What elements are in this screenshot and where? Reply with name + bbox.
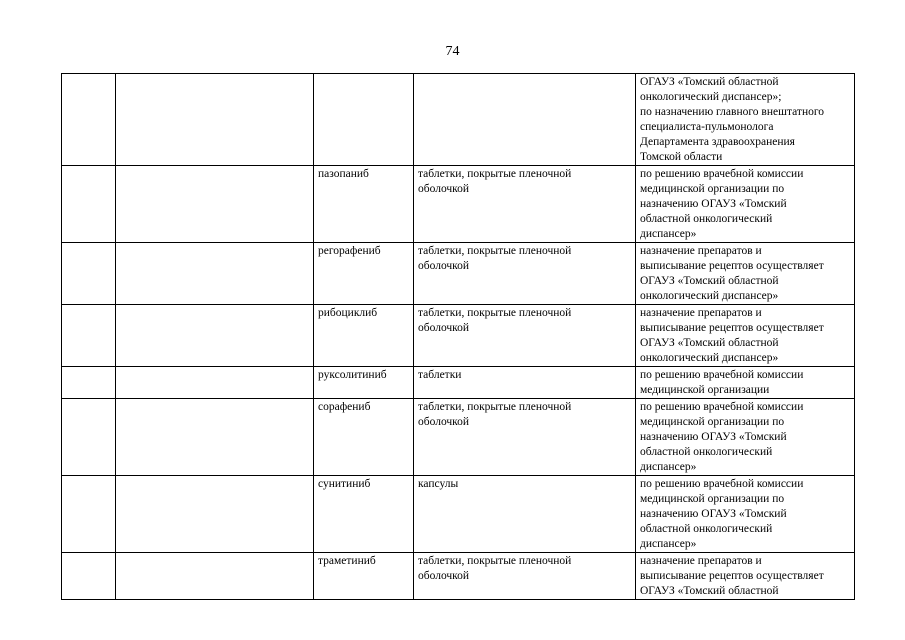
table-row (62, 476, 855, 553)
table-row (62, 367, 855, 399)
prescription-note-cell: по решению врачебной комиссии медицинской организации по назначению ОГАУЗ «Томский областной онкологический диспансер» (636, 399, 855, 476)
table-row (62, 74, 855, 166)
group-cell (116, 399, 314, 476)
drug-name-cell (314, 74, 414, 166)
drug-name-cell: пазопаниб (314, 166, 414, 243)
prescription-note-cell: назначение препаратов и выписывание рецептов осуществляет ОГАУЗ «Томский областной онкологический диспансер» (636, 305, 855, 367)
table-row (62, 305, 855, 367)
group-cell (116, 367, 314, 399)
drug-name-cell: траметиниб (314, 553, 414, 600)
drug-table (61, 73, 855, 600)
dosage-form-cell: таблетки, покрытые пленочной оболочкой (414, 399, 636, 476)
code-cell (62, 243, 116, 305)
group-cell (116, 74, 314, 166)
prescription-note-cell: по решению врачебной комиссии медицинской организации по назначению ОГАУЗ «Томский областной онкологический диспансер» (636, 476, 855, 553)
drug-name-cell: рибоциклиб (314, 305, 414, 367)
table-row (62, 399, 855, 476)
group-cell (116, 166, 314, 243)
code-cell (62, 166, 116, 243)
group-cell (116, 243, 314, 305)
prescription-note-cell: ОГАУЗ «Томский областной онкологический диспансер»; по назначению главного внештатного специалиста-пульмонолога Департамента здравоохранения Томской области (636, 74, 855, 166)
table-row (62, 243, 855, 305)
dosage-form-cell: капсулы (414, 476, 636, 553)
prescription-note-cell: по решению врачебной комиссии медицинской организации (636, 367, 855, 399)
drug-name-cell: руксолитиниб (314, 367, 414, 399)
drug-name-cell: сунитиниб (314, 476, 414, 553)
code-cell (62, 74, 116, 166)
code-cell (62, 553, 116, 600)
dosage-form-cell: таблетки, покрытые пленочной оболочкой (414, 553, 636, 600)
prescription-note-cell: по решению врачебной комиссии медицинской организации по назначению ОГАУЗ «Томский областной онкологический диспансер» (636, 166, 855, 243)
dosage-form-cell: таблетки, покрытые пленочной оболочкой (414, 305, 636, 367)
table-row (62, 553, 855, 600)
code-cell (62, 305, 116, 367)
code-cell (62, 367, 116, 399)
page-number: 74 (445, 44, 460, 59)
group-cell (116, 476, 314, 553)
group-cell (116, 553, 314, 600)
dosage-form-cell: таблетки (414, 367, 636, 399)
drug-name-cell: регорафениб (314, 243, 414, 305)
prescription-note-cell: назначение препаратов и выписывание рецептов осуществляет ОГАУЗ «Томский областной онкологический диспансер» (636, 243, 855, 305)
prescription-note-cell: назначение препаратов и выписывание рецептов осуществляет ОГАУЗ «Томский областной (636, 553, 855, 600)
group-cell (116, 305, 314, 367)
dosage-form-cell: таблетки, покрытые пленочной оболочкой (414, 166, 636, 243)
code-cell (62, 476, 116, 553)
drug-name-cell: сорафениб (314, 399, 414, 476)
dosage-form-cell (414, 74, 636, 166)
dosage-form-cell: таблетки, покрытые пленочной оболочкой (414, 243, 636, 305)
code-cell (62, 399, 116, 476)
table-row (62, 166, 855, 243)
